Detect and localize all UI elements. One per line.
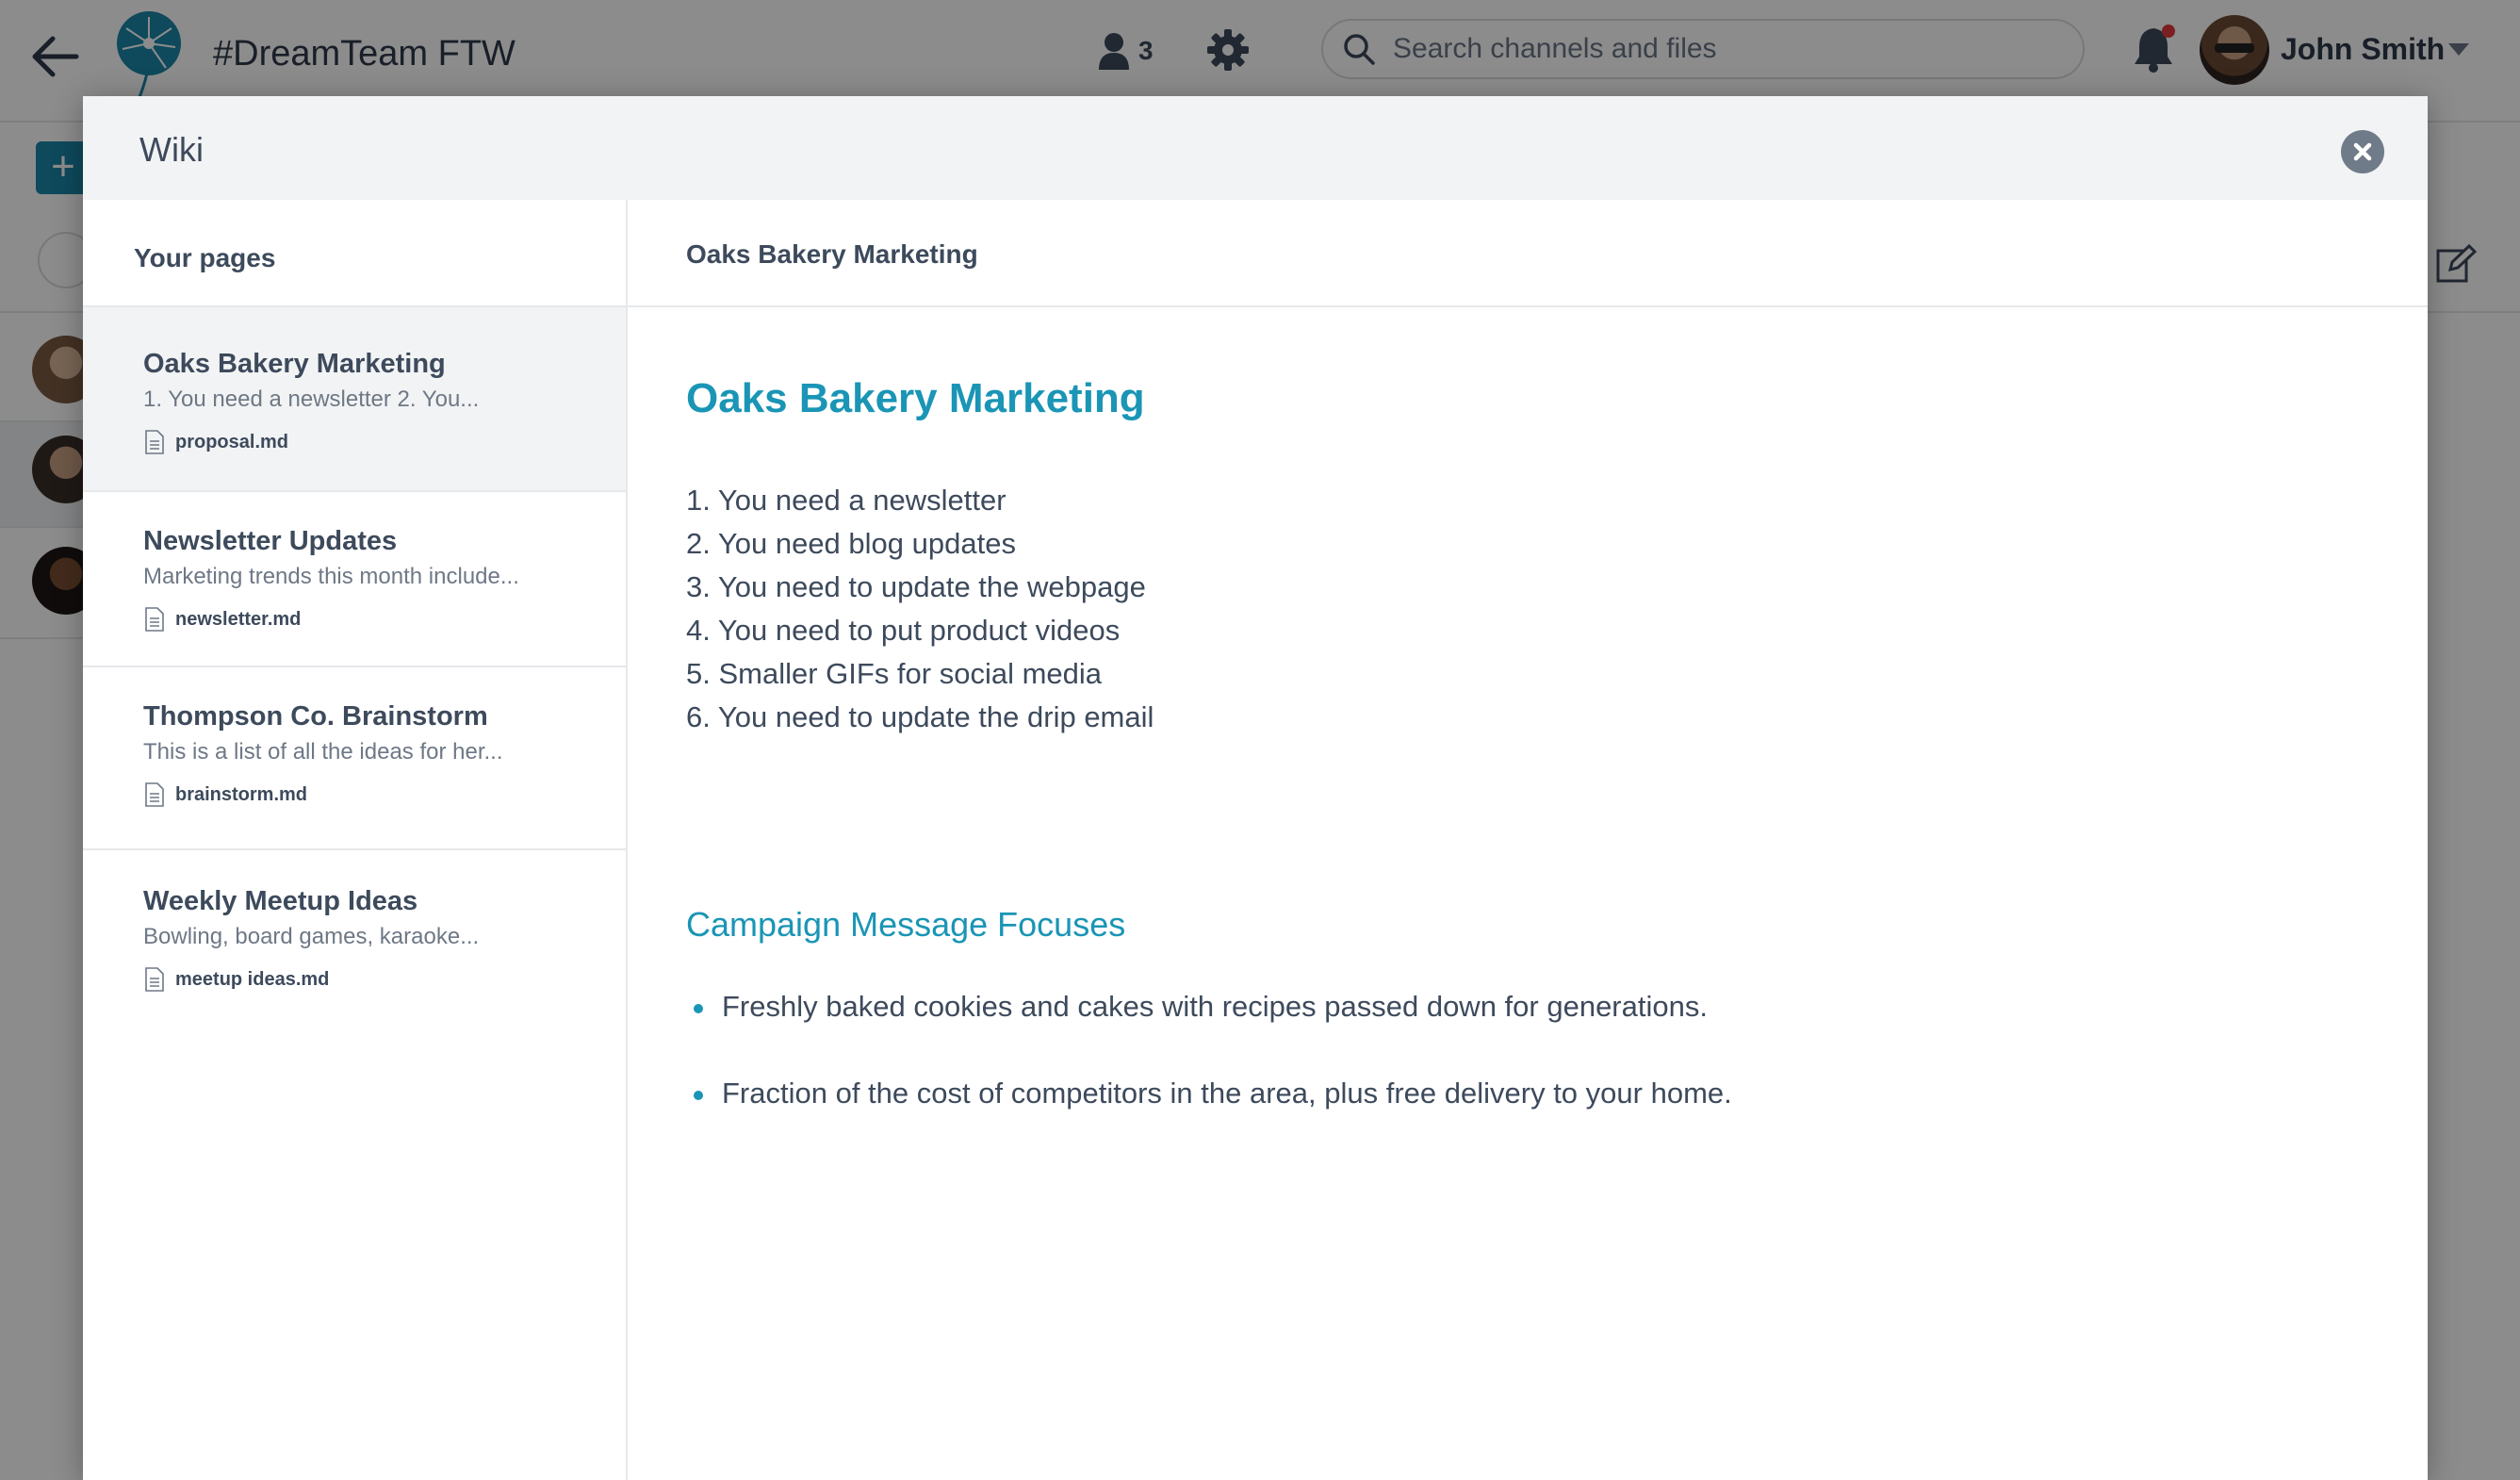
page-title: Oaks Bakery Marketing xyxy=(143,349,446,379)
file-icon xyxy=(145,430,164,454)
page-title: Thompson Co. Brainstorm xyxy=(143,701,488,732)
user-name[interactable]: John Smith xyxy=(2281,32,2446,66)
bullet-item: Fraction of the cost of competitors in the area, plus free delivery to your home. xyxy=(686,1075,1732,1161)
list-item: 5. Smaller GIFs for social media xyxy=(686,657,1103,690)
member-count: 3 xyxy=(1138,36,1154,65)
content-header xyxy=(628,200,2428,307)
bullet-item: Freshly baked cookies and cakes with recipes passed down for generations. xyxy=(686,988,1732,1075)
page-snippet: Bowling, board games, karaoke... xyxy=(143,924,480,949)
wiki-content-panel xyxy=(628,200,2428,1480)
pages-panel xyxy=(83,200,628,1480)
pages-title: Your pages xyxy=(134,243,276,272)
content-header-title: Oaks Bakery Marketing xyxy=(686,239,978,269)
page-file xyxy=(145,967,329,992)
section-heading: Campaign Message Focuses xyxy=(686,905,1126,944)
file-name: brainstorm.md xyxy=(175,783,308,805)
pages-header xyxy=(83,200,626,307)
page-snippet: 1. You need a newsletter 2. You... xyxy=(143,386,480,412)
file-icon xyxy=(145,782,164,807)
file-name: meetup ideas.md xyxy=(175,968,330,990)
list-item: 4. You need to put product videos xyxy=(686,614,1121,647)
file-icon xyxy=(145,607,164,632)
close-icon xyxy=(2352,141,2373,162)
document-title: Oaks Bakery Marketing xyxy=(686,375,1145,421)
close-button[interactable] xyxy=(2341,130,2384,173)
page-item-newsletter-updates[interactable] xyxy=(83,492,626,667)
list-item: 3. You need to update the webpage xyxy=(686,570,1146,603)
file-name: newsletter.md xyxy=(175,608,302,630)
wiki-modal xyxy=(83,96,2428,1480)
page-file xyxy=(145,430,288,454)
file-icon xyxy=(145,967,164,992)
page-item-oaks-bakery-marketing[interactable] xyxy=(83,307,626,492)
page-snippet: This is a list of all the ideas for her... xyxy=(143,739,503,765)
page-item-thompson-brainstorm[interactable] xyxy=(83,667,626,850)
page-snippet: Marketing trends this month include... xyxy=(143,564,519,589)
list-item: 6. You need to update the drip email xyxy=(686,700,1154,733)
page-file xyxy=(145,607,301,632)
numbered-list xyxy=(686,479,1154,739)
list-item: 2. You need blog updates xyxy=(686,527,1016,560)
page-file xyxy=(145,782,307,807)
new-item-button[interactable]: + xyxy=(36,141,90,194)
page-title: Newsletter Updates xyxy=(143,526,398,556)
bullet-list xyxy=(686,988,1732,1161)
list-item: 1. You need a newsletter xyxy=(686,484,1006,517)
page-item-weekly-meetup-ideas[interactable] xyxy=(83,850,626,1029)
file-name: proposal.md xyxy=(175,431,289,452)
modal-title: Wiki xyxy=(139,130,204,169)
page-title: Weekly Meetup Ideas xyxy=(143,886,418,916)
channel-title: #DreamTeam FTW xyxy=(213,34,515,74)
modal-header xyxy=(83,96,2428,200)
